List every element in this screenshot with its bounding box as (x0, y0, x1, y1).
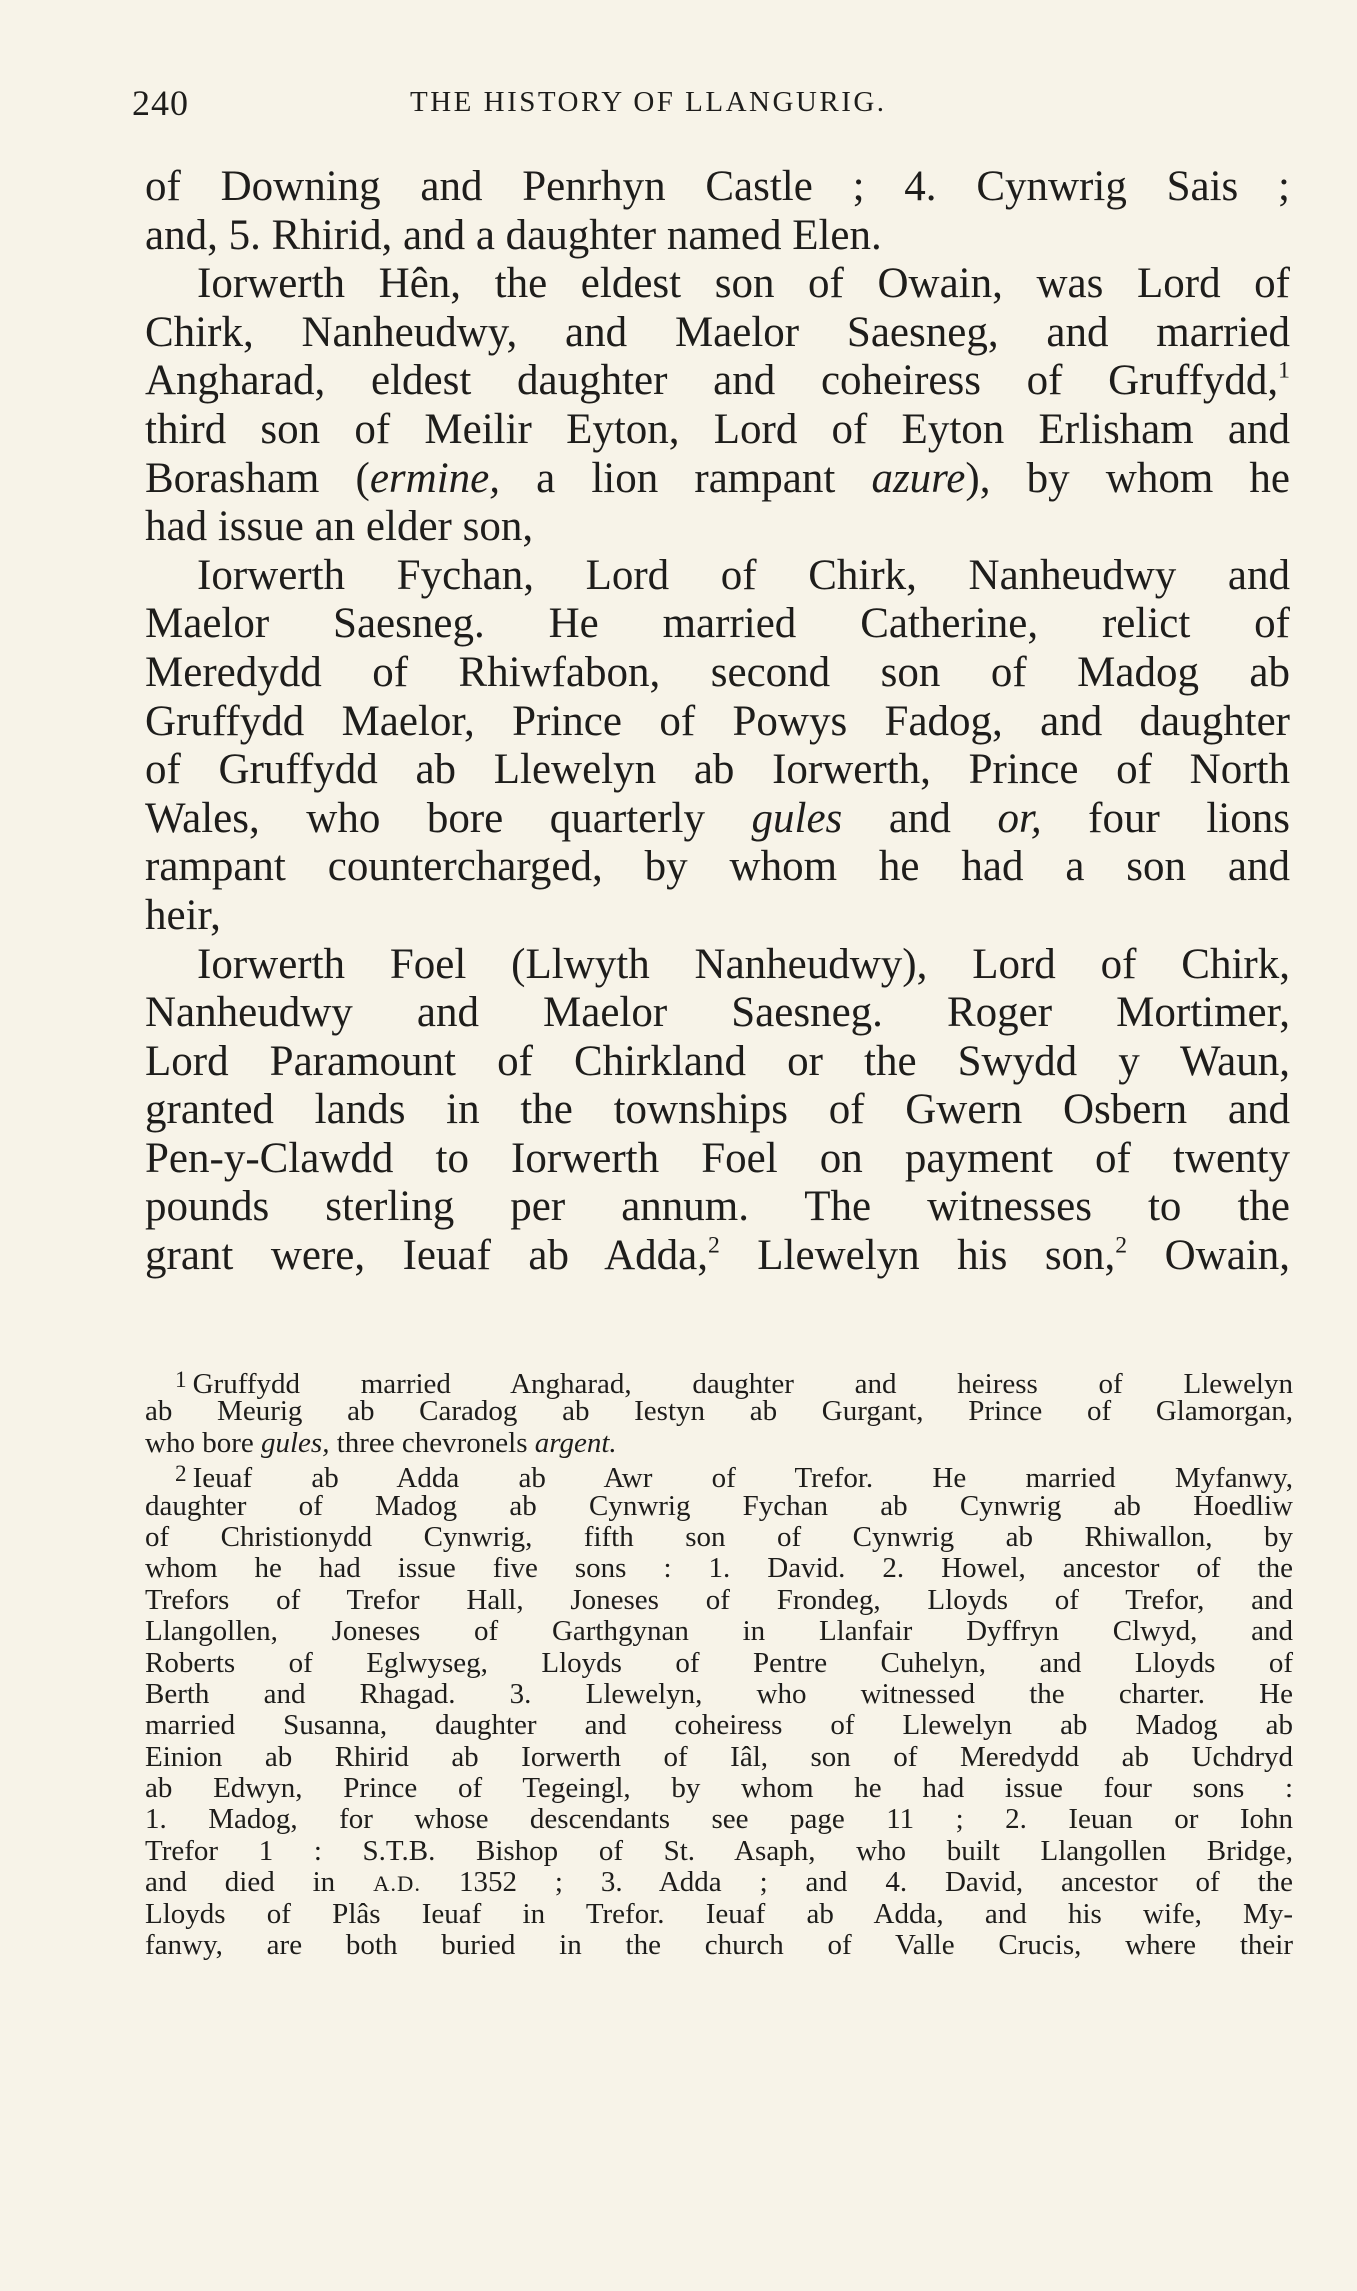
footnote-text: 1352 ; 3. Adda ; and 4. David, ancestor of the (421, 1866, 1294, 1899)
body-text-span: Wales, who bore quarterly (145, 794, 752, 842)
body-text-span: Angharad, eldest daughter and coheiress of Gruffydd, (145, 357, 1279, 405)
footnote-line: Einion ab Rhirid ab Iorwerth of Iâl, son of Meredydd ab Uchdryd (145, 1740, 1293, 1773)
small-caps-span: A.D. (373, 1871, 422, 1897)
body-text-span: Borasham ( (145, 454, 370, 502)
body-line: of Downing and Penrhyn Castle ; 4. Cynwrig Sais ; (145, 163, 1290, 210)
footnotes (145, 1365, 1293, 1961)
body-line (145, 357, 1290, 406)
body-line: Iorwerth Foel (Llwyth Nanheudwy), Lord of Chirk, (197, 940, 1290, 988)
body-text-span: a lion rampant (499, 454, 872, 502)
body-line: Gruffydd Maelor, Prince of Powys Fadog, and daughter (145, 697, 1290, 745)
body-text-span: Llewelyn his son, (719, 1232, 1116, 1280)
footnote-text: three chevronels (329, 1426, 535, 1459)
body-text-span: and (842, 794, 998, 842)
footnote-number: 1 (175, 1367, 187, 1393)
body-text-span: grant were, Ieuaf ab Adda, (145, 1232, 708, 1280)
footnote-line: 1. Madog, for whose descendants see page 11 ; 2. Ieuan or Iohn (145, 1803, 1293, 1836)
italic-span: ermine, (369, 454, 500, 502)
body-line: Iorwerth Hên, the eldest son of Owain, was Lord of (197, 260, 1290, 308)
footnote-line (145, 1867, 1293, 1898)
body-line: heir, (145, 891, 221, 939)
body-line: of Gruffydd ab Llewelyn ab Iorwerth, Prince of North (145, 746, 1290, 794)
footnote-line: of Christionydd Cynwrig, fifth son of Cynwrig ab Rhiwallon, by (145, 1520, 1293, 1553)
body-line: rampant countercharged, by whom he had a son and (145, 843, 1290, 891)
footnote-line: Llangollen, Joneses of Garthgynan in Llanfair Dyffryn Clwyd, and (145, 1615, 1293, 1648)
body-line: Nanheudwy and Maelor Saesneg. Roger Mortimer, (145, 989, 1290, 1037)
running-title: THE HISTORY OF LLANGURIG. (410, 86, 887, 118)
footnote-line (145, 1459, 1293, 1494)
body-text-span: Owain, (1127, 1232, 1290, 1280)
italic-span: gules, (260, 1426, 330, 1459)
footnote-line: fanwy, are both buried in the church of Valle Crucis, where their (145, 1929, 1293, 1962)
footnote-line: Trefor 1 : S.T.B. Bishop of St. Asaph, who built Llangollen Bridge, (145, 1834, 1293, 1867)
footnote-line (145, 1365, 1293, 1400)
footnote-text: who bore (145, 1426, 261, 1459)
body-line: Meredydd of Rhiwfabon, second son of Madog ab (145, 648, 1290, 696)
footnote-text: Gruffydd married Angharad, daughter and heiress of Llewelyn (192, 1367, 1293, 1400)
body-text-span: ), by whom he (965, 454, 1291, 502)
footnote-line: ab Meurig ab Caradog ab Iestyn ab Gurgant, Prince of Glamorgan, (145, 1395, 1293, 1428)
body-line (145, 795, 1290, 844)
body-line: and, 5. Rhirid, and a daughter named Elen. (145, 211, 882, 259)
body-line: Iorwerth Fychan, Lord of Chirk, Nanheudwy and (197, 551, 1290, 599)
footnote-line (145, 1428, 1293, 1459)
italic-span: gules (751, 794, 843, 842)
footnote-reference: 1 (1278, 357, 1290, 384)
body-line: granted lands in the townships of Gwern Osbern and (145, 1086, 1290, 1134)
body-line: pounds sterling per annum. The witnesses to the (145, 1183, 1290, 1231)
footnote-line: Trefors of Trefor Hall, Joneses of Frondeg, Lloyds of Trefor, and (145, 1583, 1293, 1616)
body-line: third son of Meilir Eyton, Lord of Eyton Erlisham and (145, 405, 1290, 453)
footnote-line: married Susanna, daughter and coheiress of Llewelyn ab Madog ab (145, 1709, 1293, 1742)
body-text (145, 163, 1290, 1281)
body-line: Lord Paramount of Chirkland or the Swydd y Waun, (145, 1037, 1290, 1085)
body-line: had issue an elder son, (145, 503, 534, 551)
italic-span: or, (997, 794, 1042, 842)
footnote-line: ab Edwyn, Prince of Tegeingl, by whom he had issue four sons : (145, 1772, 1293, 1805)
body-line: Pen-y-Clawdd to Iorwerth Foel on payment of twenty (145, 1134, 1290, 1182)
footnote-line: whom he had issue five sons : 1. David. 2. Howel, ancestor of the (145, 1552, 1293, 1585)
body-line (145, 1232, 1290, 1281)
body-line (145, 455, 1290, 504)
footnote-reference: 2 (1115, 1232, 1128, 1259)
running-head (132, 82, 1012, 132)
footnote-number: 2 (175, 1461, 187, 1488)
footnote-line: Berth and Rhagad. 3. Llewelyn, who witnessed the charter. He (145, 1677, 1293, 1710)
body-line: Maelor Saesneg. He married Catherine, relict of (145, 600, 1290, 648)
footnote-text: Ieuaf ab Adda ab Awr of Trefor. He married Myfanwy, (192, 1461, 1293, 1494)
body-text-span: four lions (1041, 794, 1290, 842)
footnote-text: and died in (145, 1866, 374, 1899)
italic-span: azure (871, 454, 966, 502)
italic-span: argent. (534, 1426, 617, 1459)
body-line: Chirk, Nanheudwy, and Maelor Saesneg, and married (145, 308, 1290, 356)
footnote-line: Lloyds of Plâs Ieuaf in Trefor. Ieuaf ab Adda, and his wife, My- (145, 1897, 1293, 1930)
footnote-reference: 2 (707, 1232, 720, 1259)
page-number: 240 (132, 83, 189, 123)
footnote-line: Roberts of Eglwyseg, Lloyds of Pentre Cuhelyn, and Lloyds of (145, 1646, 1293, 1679)
footnote-line: daughter of Madog ab Cynwrig Fychan ab Cynwrig ab Hoedliw (145, 1489, 1293, 1522)
